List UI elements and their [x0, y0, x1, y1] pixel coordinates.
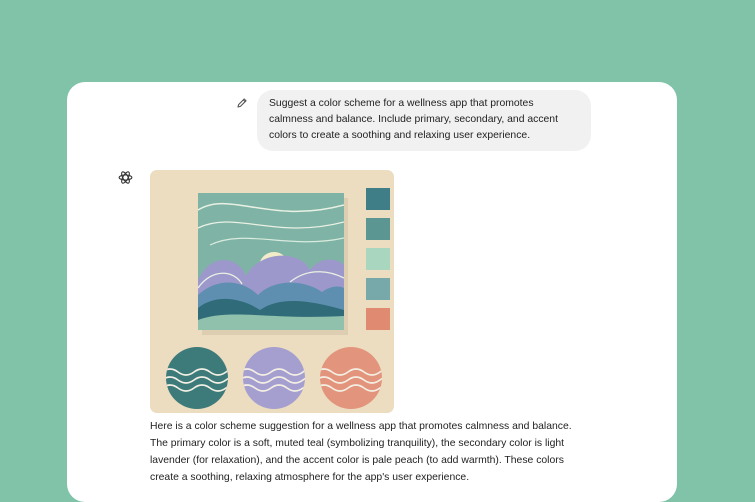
chatgpt-logo-icon: [117, 169, 134, 186]
palette-swatches: [366, 188, 390, 330]
color-scheme-illustration: [150, 170, 394, 413]
generated-image[interactable]: [150, 170, 394, 413]
user-message-text: Suggest a color scheme for a wellness app that promotes calmness and balance. Include primary, secondary, and accent colors to create a soothing and relaxing user experience.: [269, 98, 558, 141]
landscape-square: [198, 193, 344, 330]
pencil-icon[interactable]: [236, 97, 248, 109]
assistant-message: [150, 418, 580, 486]
assistant-message-text: Here is a color scheme suggestion for a wellness app that promotes calmness and balance. The primary color is a soft, muted teal (symbolizing tranquility), the secondary color is light lavender (for relaxation), and the accent color is pale peach (to add warmth). These colors create a soothing, relaxing atmosphere for the app's user experience.: [150, 421, 572, 483]
user-message: [257, 90, 591, 151]
